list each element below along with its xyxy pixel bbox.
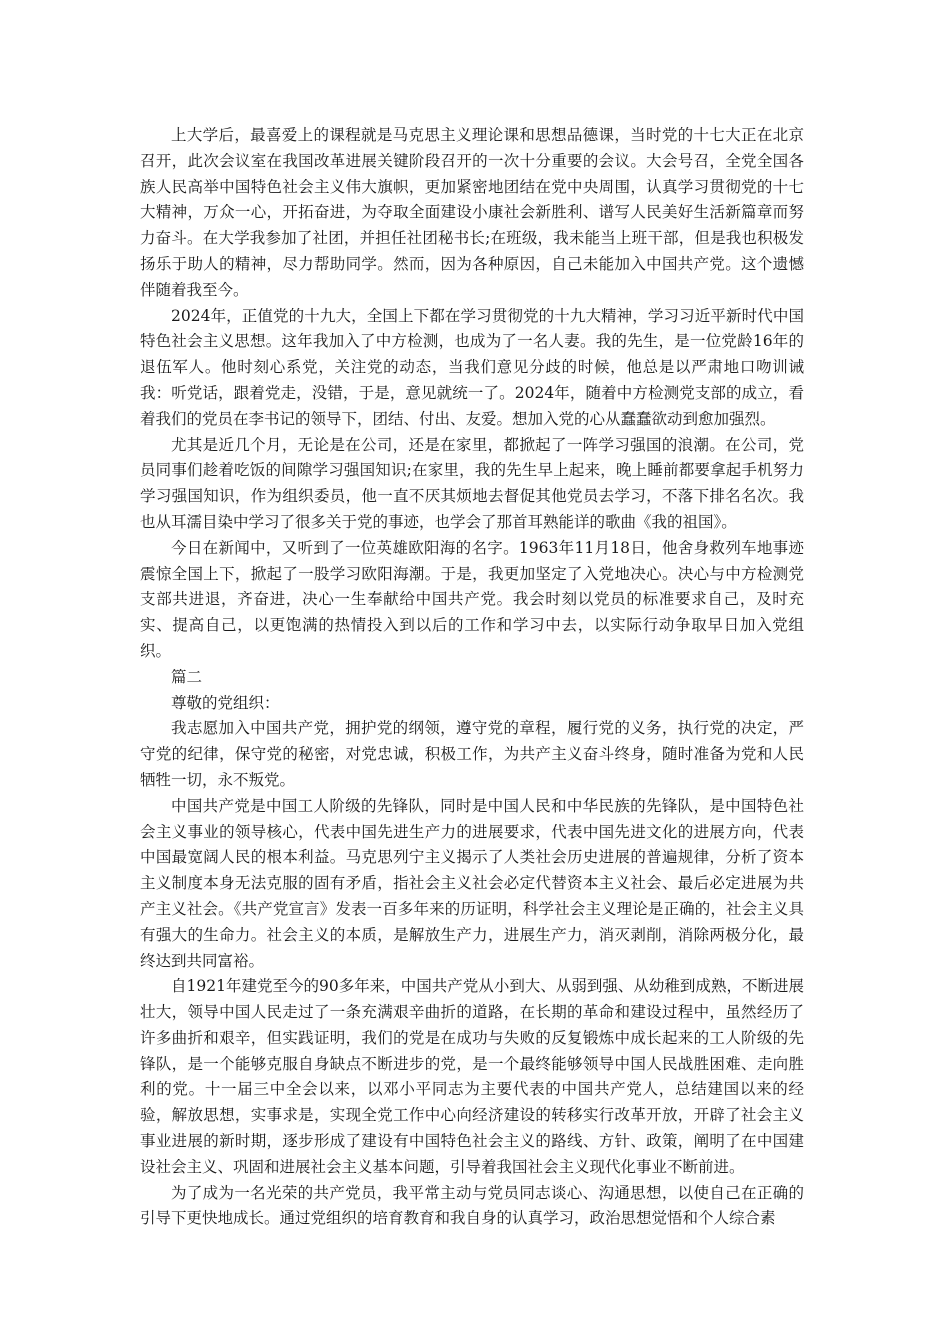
- paragraph-party-vanguard: 中国共产党是中国工人阶级的先锋队，同时是中国人民和中华民族的先锋队，是中国特色社会主义事业的领导核心，代表中国先进生产力的进展要求，代表中国先进文化的进展方向，代表中国最宽阔人民的根本利益。马克思列宁主义揭示了人类社会历史进展的普遍规律，分析了资本主义制度本身无法克服的固有矛盾，指社会主义社会必定代替资本主义社会、最后必定进展为共产主义社会。《共产党宣言》发表一百多年来的历证明，科学社会主义理论是正确的，社会主义具有强大的生命力。社会主义的本质，是解放生产力，进展生产力，消灭剥削，消除两极分化，最终达到共同富裕。: [140, 796, 804, 970]
- document-body: [140, 123, 804, 1232]
- paragraph-study-strong-nation: 尤其是近几个月，无论是在公司，还是在家里，都掀起了一阵学习强国的浪潮。在公司，党员同事们趁着吃饭的间隙学习强国知识;在家里，我的先生早上起来，晚上睡前都要拿起手机努力学习强国知识，作为组织委员，他一直不厌其烦地去督促其他党员去学习，不落下排名名次。我也从耳濡目染中学习了很多关于党的事迹，也学会了那首耳熟能详的歌曲《我的祖国》。: [140, 435, 804, 531]
- paragraph-university: 上大学后，最喜爱上的课程就是马克思主义理论课和思想品德课，当时党的十七大正在北京召开，此次会议室在我国改革进展关键阶段召开的一次十分重要的会议。大会号召，全党全国各族人民高举中国特色社会主义伟大旗帜，更加紧密地团结在党中央周围，认真学习贯彻党的十七大精神，万众一心，开拓奋进，为夺取全面建设小康社会新胜利、谱写人民美好生活新篇章而努力奋斗。在大学我参加了社团，并担任社团秘书长;在班级，我未能当上班干部，但是我也积极发扬乐于助人的精神，尽力帮助同学。然而，因为各种原因，自己未能加入中国共产党。这个遗憾伴随着我至今。: [140, 126, 804, 299]
- salutation: 尊敬的党组织：: [171, 693, 280, 712]
- paragraph-party-history: 自1921年建党至今的90多年来，中国共产党从小到大、从弱到强、从幼稚到成熟，不断进展壮大，领导中国人民走过了一条充满艰辛曲折的道路，在长期的革命和建设过程中，虽然经历了许多曲折和艰辛，但实践证明，我们的党是在成功与失败的反复锻炼中成长起来的工人阶级的先锋队，是一个能够克服自身缺点不断进步的党，是一个最终能够领导中国人民战胜困难、走向胜利的党。十一届三中全会以来，以邓小平同志为主要代表的中国共产党人，总结建国以来的经验，解放思想，实事求是，实现全党工作中心向经济建设的转移实行改革开放，开辟了社会主义事业进展的新时期，逐步形成了建设有中国特色社会主义的路线、方针、政策，阐明了在中国建设社会主义、巩固和进展社会主义基本问题，引导着我国社会主义现代化事业不断前进。: [140, 977, 804, 1176]
- section-heading-part-two: 篇二: [171, 667, 203, 686]
- paragraph-become-member: 为了成为一名光荣的共产党员，我平常主动与党员同志谈心、沟通思想，以使自己在正确的引导下更快地成长。通过党组织的培育教育和我自身的认真学习，政治思想觉悟和个人综合素: [140, 1183, 804, 1228]
- paragraph-pledge: 我志愿加入中国共产党，拥护党的纲领，遵守党的章程，履行党的义务，执行党的决定，严守党的纪律，保守党的秘密，对党忠诚，积极工作，为共产主义奋斗终身，随时准备为党和人民牺牲一切，永不叛党。: [140, 719, 804, 789]
- paragraph-2024-joined: 2024年，正值党的十九大，全国上下都在学习贯彻党的十九大精神，学习习近平新时代中国特色社会主义思想。这年我加入了中方检测，也成为了一名人妻。我的先生，是一位党龄16年的退伍军人。他时刻心系党，关注党的动态，当我们意见分歧的时候，他总是以严肃地口吻训诫我：听党话，跟着党走，没错，于是，意见就统一了。2024年，随着中方检测党支部的成立，看着我们的党员在李书记的领导下，团结、付出、友爱。想加入党的心从蠢蠢欲动到愈加强烈。: [140, 306, 804, 428]
- paragraph-ouyang-hai: 今日在新闻中，又听到了一位英雄欧阳海的名字。1963年11月18日，他舍身救列车地事迹震惊全国上下，掀起了一股学习欧阳海潮。于是，我更加坚定了入党地决心。决心与中方检测党支部共进退，齐奋进，决心一生奉献给中国共产党。我会时刻以党员的标准要求自己，及时充实、提高自己，以更饱满的热情投入到以后的工作和学习中去，以实际行动争取早日加入党组织。: [140, 538, 804, 660]
